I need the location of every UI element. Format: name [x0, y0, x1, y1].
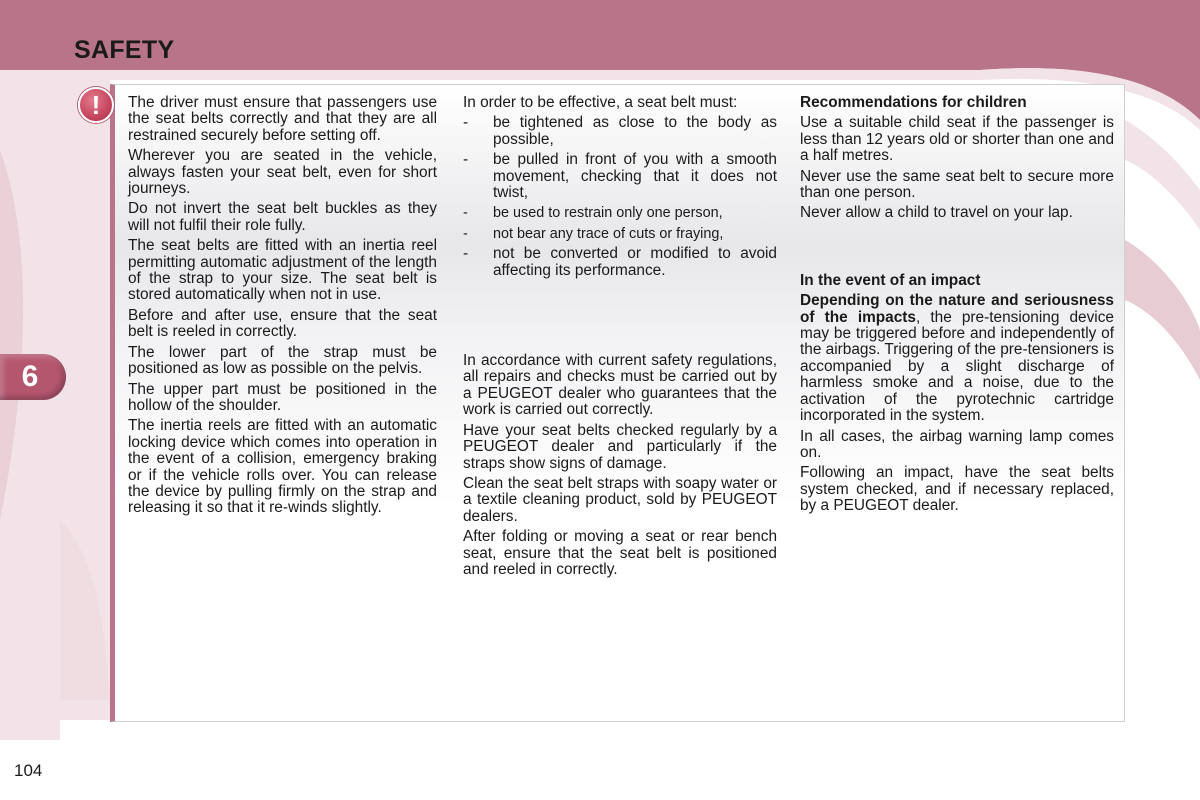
requirements-list: [463, 115, 777, 279]
section-title: SAFETY: [74, 36, 175, 64]
impact-text: , the pre-tensioning device may be triggered before and independently of the airbags. Triggering of the pre-tensioners is accompanied by a slight discharge of harmless smoke and a noise, due to the activation of the pyrotechnic cartridge incorporated in the system.: [800, 308, 1114, 425]
paragraph: Before and after use, ensure that the seat belt is reeled in correctly.: [128, 306, 437, 341]
spacer: [800, 226, 1114, 273]
column-belt-requirements: [463, 95, 777, 582]
paragraph: Clean the seat belt straps with soapy water or a textile cleaning product, sold by PEUGEOT dealers.: [463, 474, 777, 525]
chapter-number: 6: [21, 360, 39, 393]
paragraph: Use a suitable child seat if the passenger is less than 12 years old or shorter than one and a half metres.: [800, 114, 1114, 165]
list-item: - not bear any trace of cuts or fraying,: [463, 226, 777, 242]
paragraph: The seat belts are fitted with an inertia reel permitting automatic adjustment of the length of the strap to your size. The seat belt is stored automatically when not in use.: [128, 237, 437, 304]
paragraph: The upper part must be positioned in the hollow of the shoulder.: [128, 380, 437, 414]
paragraph: Never use the same seat belt to secure more than one person.: [800, 167, 1114, 202]
paragraph: In accordance with current safety regulations, all repairs and checks must be carried out by a PEUGEOT dealer who guarantees that the work is carried out correctly.: [463, 352, 777, 419]
paragraph: Following an impact, have the seat belts system checked, and if necessary replaced, by a PEUGEOT dealer.: [800, 464, 1114, 515]
impact-paragraph: [800, 293, 1114, 424]
paragraph: Wherever you are seated in the vehicle, always fasten your seat belt, even for short journeys.: [128, 147, 437, 198]
impact-bold-lead: Depending on the nature and seriousness of the impacts: [800, 292, 1114, 326]
list-item: - be tightened as close to the body as possible,: [463, 115, 777, 148]
paragraph: In all cases, the airbag warning lamp comes on.: [800, 427, 1114, 461]
column-children-impact: [800, 95, 1114, 519]
paragraph: Never allow a child to travel on your lap.: [800, 204, 1073, 222]
chapter-tab[interactable]: [0, 354, 66, 400]
warning-exclamation-icon: !: [78, 87, 114, 123]
list-item: - be used to restrain only one person,: [463, 205, 777, 221]
children-heading: Recommendations for children: [800, 94, 1027, 111]
paragraph: The inertia reels are fitted with an automatic locking device which comes into operation in the event of a collision, emergency braking or if the vehicle rolls over. You can release the device by pulling firmly on the strap and releasing it so that it re-winds slightly.: [128, 417, 437, 517]
impact-heading: In the event of an impact: [800, 271, 981, 289]
paragraph: The driver must ensure that passengers use the seat belts correctly and that they are all restrained securely before setting off.: [128, 94, 437, 144]
page-number: 104: [14, 761, 43, 780]
spacer: [463, 283, 777, 353]
paragraph: After folding or moving a seat or rear bench seat, ensure that the seat belt is positioned and reeled in correctly.: [463, 528, 777, 578]
intro-text: In order to be effective, a seat belt must:: [463, 94, 738, 111]
paragraph: The lower part of the strap must be positioned as low as possible on the pelvis.: [128, 343, 437, 378]
column-driver-instructions: [128, 95, 437, 521]
list-item: - be pulled in front of you with a smooth movement, checking that it does not twist,: [463, 152, 777, 201]
paragraph: Have your seat belts checked regularly by a PEUGEOT dealer and particularly if the straps show signs of damage.: [463, 421, 777, 472]
list-item: - not be converted or modified to avoid affecting its performance.: [463, 246, 777, 279]
paragraph: Do not invert the seat belt buckles as they will not fulfil their role fully.: [128, 200, 437, 234]
